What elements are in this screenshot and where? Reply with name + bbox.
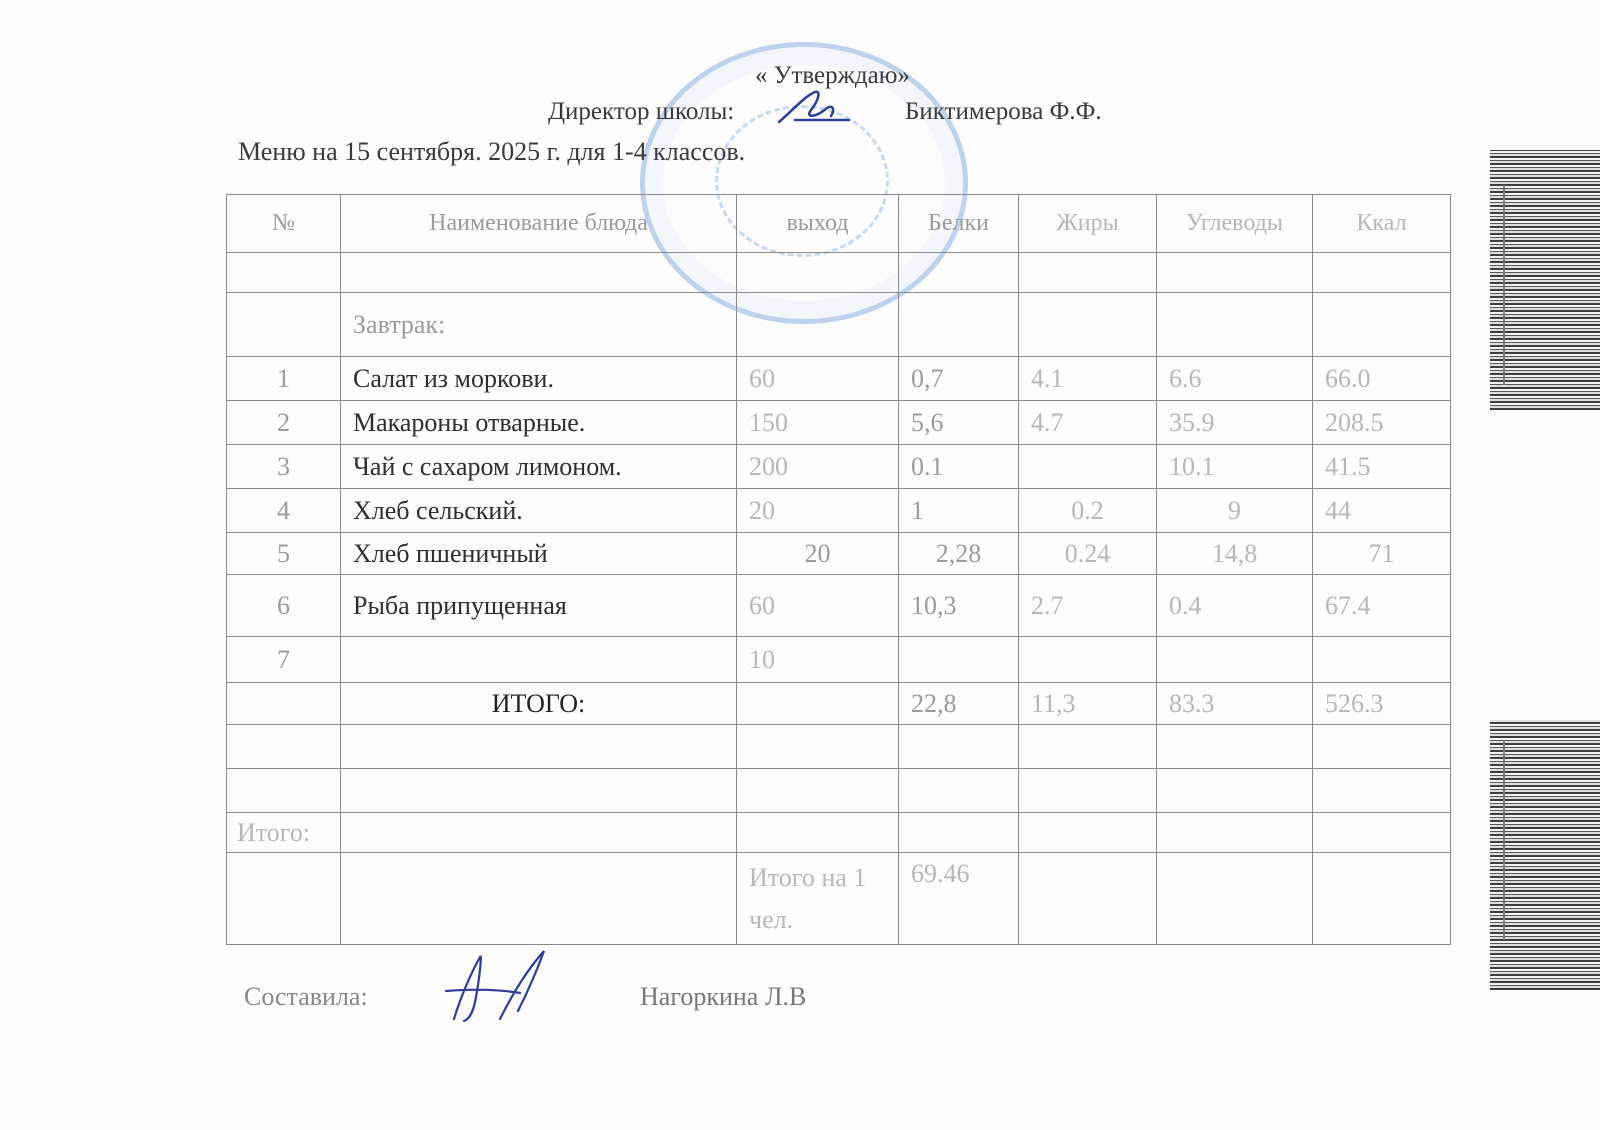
row-number: 5 <box>227 533 341 575</box>
director-label: Директор школы: <box>548 98 735 125</box>
dish-kcal: 67.4 <box>1313 575 1451 637</box>
dish-kcal <box>1313 637 1451 683</box>
dish-carbs: 6.6 <box>1157 357 1313 401</box>
dish-name: Чай с сахаром лимоном. <box>341 445 737 489</box>
table-row <box>227 489 1451 533</box>
total-carbs: 83.3 <box>1157 683 1313 725</box>
dish-output: 20 <box>737 489 899 533</box>
dish-carbs: 35.9 <box>1157 401 1313 445</box>
director-name: Биктимерова Ф.Ф. <box>905 98 1102 125</box>
row-number: 6 <box>227 575 341 637</box>
column-header-dish: Наименование блюда <box>341 195 737 253</box>
column-header-fat: Жиры <box>1019 195 1157 253</box>
dish-name: Салат из моркови. <box>341 357 737 401</box>
dish-output: 10 <box>737 637 899 683</box>
dish-fat <box>1019 637 1157 683</box>
table-row-per-person <box>227 853 1451 945</box>
column-header-kcal: Ккал <box>1313 195 1451 253</box>
dish-carbs: 9 <box>1157 489 1313 533</box>
scan-line <box>1503 185 1505 385</box>
row-number: 1 <box>227 357 341 401</box>
row-number: 4 <box>227 489 341 533</box>
dish-carbs <box>1157 637 1313 683</box>
scan-line <box>1503 740 1505 940</box>
row-number: 2 <box>227 401 341 445</box>
dish-protein: 0.1 <box>899 445 1019 489</box>
dish-kcal: 66.0 <box>1313 357 1451 401</box>
table-row-section <box>227 293 1451 357</box>
total-label: ИТОГО: <box>341 683 737 725</box>
dish-protein: 5,6 <box>899 401 1019 445</box>
dish-fat: 0.2 <box>1019 489 1157 533</box>
table-row <box>227 769 1451 813</box>
table-row <box>227 725 1451 769</box>
menu-table <box>226 194 1451 945</box>
row-number: 3 <box>227 445 341 489</box>
table-row-total <box>227 683 1451 725</box>
dish-output: 60 <box>737 357 899 401</box>
dish-carbs: 0.4 <box>1157 575 1313 637</box>
dish-protein: 10,3 <box>899 575 1019 637</box>
dish-fat: 4.1 <box>1019 357 1157 401</box>
dish-carbs: 14,8 <box>1157 533 1313 575</box>
dish-protein: 1 <box>899 489 1019 533</box>
column-header-output: выход <box>737 195 899 253</box>
table-header-row <box>227 195 1451 253</box>
section-label: Завтрак: <box>341 293 737 357</box>
row-number: 7 <box>227 637 341 683</box>
column-header-protein: Белки <box>899 195 1019 253</box>
dish-kcal: 44 <box>1313 489 1451 533</box>
dish-output: 20 <box>737 533 899 575</box>
dish-name: Макароны отварные. <box>341 401 737 445</box>
per-person-value: 69.46 <box>899 853 1019 945</box>
total-protein: 22,8 <box>899 683 1019 725</box>
table-row <box>227 253 1451 293</box>
dish-carbs: 10.1 <box>1157 445 1313 489</box>
dish-kcal: 41.5 <box>1313 445 1451 489</box>
compiled-by-name: Нагоркина Л.В <box>640 982 807 1011</box>
dish-kcal: 71 <box>1313 533 1451 575</box>
scan-artifact-top <box>1490 150 1600 410</box>
dish-output: 60 <box>737 575 899 637</box>
dish-protein: 2,28 <box>899 533 1019 575</box>
dish-name: Хлеб сельский. <box>341 489 737 533</box>
dish-fat: 4.7 <box>1019 401 1157 445</box>
table-row <box>227 575 1451 637</box>
director-signature <box>775 86 855 132</box>
column-header-number: № <box>227 195 341 253</box>
dish-kcal: 208.5 <box>1313 401 1451 445</box>
dish-fat: 2.7 <box>1019 575 1157 637</box>
dish-protein: 0,7 <box>899 357 1019 401</box>
table-row <box>227 637 1451 683</box>
total-fat: 11,3 <box>1019 683 1157 725</box>
dish-fat: 0.24 <box>1019 533 1157 575</box>
table-row <box>227 401 1451 445</box>
compiled-by-label: Составила: <box>244 982 368 1011</box>
dish-protein <box>899 637 1019 683</box>
dish-output: 150 <box>737 401 899 445</box>
approval-heading: « Утверждаю» <box>755 62 910 89</box>
summary-label: Итого: <box>227 813 341 853</box>
table-row-summary <box>227 813 1451 853</box>
per-person-label: Итого на 1 чел. <box>737 853 899 945</box>
table-row <box>227 533 1451 575</box>
table-row <box>227 357 1451 401</box>
menu-title: Меню на 15 сентября. 2025 г. для 1-4 классов. <box>238 137 746 166</box>
dish-fat <box>1019 445 1157 489</box>
dish-name: Хлеб пшеничный <box>341 533 737 575</box>
scan-artifact-bottom <box>1490 720 1600 990</box>
dish-name <box>341 637 737 683</box>
total-kcal: 526.3 <box>1313 683 1451 725</box>
dish-name: Рыба припущенная <box>341 575 737 637</box>
compiler-signature <box>440 945 560 1027</box>
dish-output: 200 <box>737 445 899 489</box>
table-row <box>227 445 1451 489</box>
column-header-carbs: Углеводы <box>1157 195 1313 253</box>
